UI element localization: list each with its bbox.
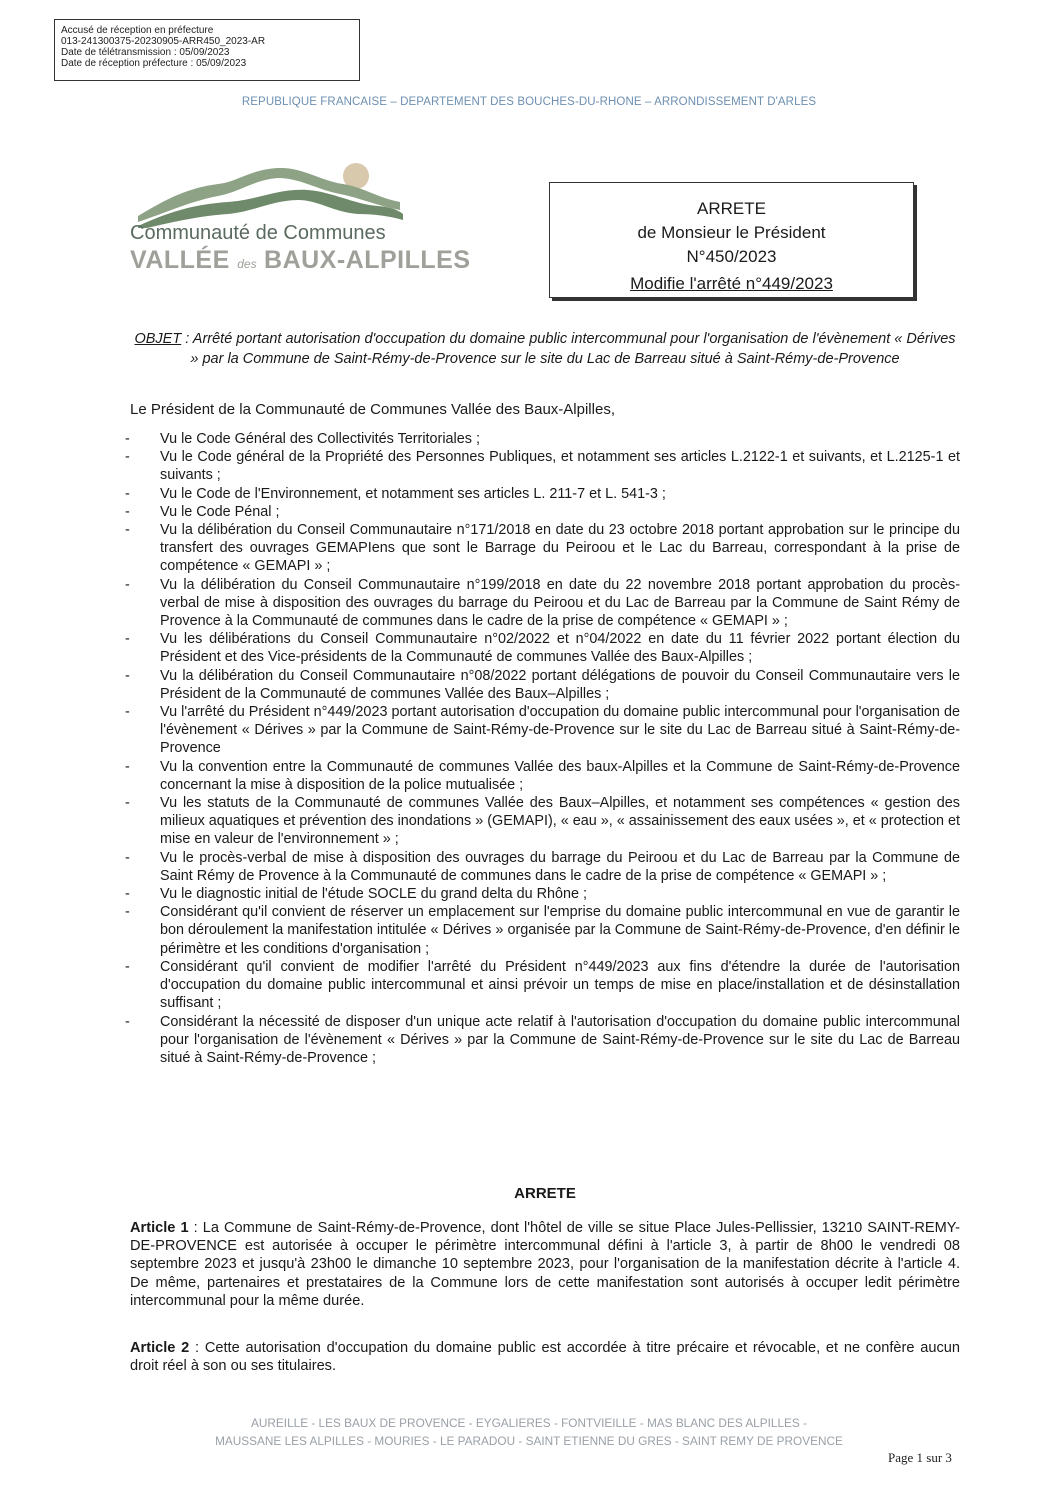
list-item: - Vu la délibération du Conseil Communautaire n°199/2018 en date du 22 novembre 2018 portant approbation du procès-verbal de mise à disposition des ouvrages du barrage du Peiroou et du Lac de Barreau par la Commune de Saint Rémy de Provence à la Communauté de communes dans le cadre de la prise de compétence « GEMAPI » ; <box>125 576 960 631</box>
list-item: - Vu le Code Pénal ; <box>125 503 960 521</box>
footer-line: AUREILLE - LES BAUX DE PROVENCE - EYGALIERES - FONTVIEILLE - MAS BLANC DES ALPILLES - <box>251 1416 807 1430</box>
header-line: REPUBLIQUE FRANCAISE – DEPARTEMENT DES BOUCHES-DU-RHONE – ARRONDISSEMENT D'ARLES <box>241 96 817 108</box>
receipt-line: Date de télétransmission : 05/09/2023 <box>61 47 230 58</box>
arrete-heading: ARRETE <box>514 1185 576 1202</box>
article-1-label: Article 1 <box>130 1220 189 1236</box>
article-1-text: : La Commune de Saint-Rémy-de-Provence, dont l'hôtel de ville se situe Place Jules-Pellissier, 13210 SAINT-REMY-DE-PROVENCE est autorisée à occuper le périmètre intercommunal défini à l'article 3, à partir de 8h00 le vendredi 08 septembre 2023 et jusqu'à 23h00 le dimanche 10 septembre 2023, pour l'organisation de la manifestation décrite à l'article 4. De même, partenaires et prestataires de la Commune lors de cette manifestation sont autorisés à occuper ledit périmètre intercommunal pour la même durée. <box>130 1220 961 1309</box>
receipt-line: 013-241300375-20230905-ARR450_2023-AR <box>61 36 266 47</box>
list-item: - Vu les statuts de la Communauté de communes Vallée des Baux–Alpilles, et notamment ses compétences « gestion des milieux aquatiques et prévention des inondations » (GEMAPI), « eau », « assainissement des eaux usées », et « protection et mise en valeur de l'environnement » ; <box>125 794 960 849</box>
logo-subtitle-a: VALLÉE <box>130 246 238 274</box>
list-item: - Considérant la nécessité de disposer d'un unique acte relatif à l'autorisation d'occupation du domaine public intercommunal pour l'organisation de l'évènement « Dérives » par la Commune de Saint-Rémy-de-Provence sur le site du Lac de Barreau situé à Saint-Rémy-de-Provence ; <box>125 1013 960 1068</box>
list-item: - Vu le Code de l'Environnement, et notamment ses articles L. 211-7 et L. 541-3 ; <box>125 485 960 503</box>
objet-text: : Arrêté portant autorisation d'occupation du domaine public intercommunal pour l'organisation de l'évènement « Dérives » par la Commune de Saint-Rémy-de-Provence sur le site du Lac de Barreau situé à Saint-Rémy-de-Provence <box>181 331 956 367</box>
article-2-label: Article 2 <box>130 1340 190 1356</box>
list-item: - Vu le Code général de la Propriété des Personnes Publiques, et notamment ses articles L.2122-1 et suivants, et L.2125-1 et suivants ; <box>125 448 960 484</box>
receipt-line: Date de réception préfecture : 05/09/2023 <box>61 58 247 69</box>
objet-label: OBJET <box>134 331 182 347</box>
footer-line: MAUSSANE LES ALPILLES - MOURIES - LE PARADOU - SAINT ETIENNE DU GRES - SAINT REMY DE PROVENCE <box>215 1434 843 1448</box>
list-item: - Vu la convention entre la Communauté de communes Vallée des baux-Alpilles et la Commune de Saint-Rémy-de-Provence concernant la mise à disposition de la police mutualisée ; <box>125 758 960 794</box>
footer-communes <box>0 1414 1058 1450</box>
list-item: - Vu le diagnostic initial de l'étude SOCLE du grand delta du Rhône ; <box>125 885 960 903</box>
logo-subtitle-b: BAUX-ALPILLES <box>256 246 471 274</box>
receipt-stamp <box>54 19 360 81</box>
list-item: - Vu la délibération du Conseil Communautaire n°171/2018 en date du 23 octobre 2018 portant approbation sur le principe du transfert des ouvrages GEMAPIens que sont le Barrage du Peiroou et le Lac du Barreau, correspondant à la prise de compétence « GEMAPI » ; <box>125 521 960 576</box>
title-number: N°450/2023 <box>686 247 777 266</box>
page-number: Page 1 sur 3 <box>888 1450 952 1465</box>
president-intro: Le Président de la Communauté de Communes Vallée des Baux-Alpilles, <box>130 401 615 418</box>
list-item: - Vu le procès-verbal de mise à disposition des ouvrages du barrage du Peiroou et du Lac de Barreau par la Commune de Saint Rémy de Provence à la Communauté de communes dans le cadre de la prise de compétence « GEMAPI » ; <box>125 849 960 885</box>
title-arrete: ARRETE <box>697 199 766 218</box>
article-1 <box>130 1219 960 1310</box>
logo-subtitle-small: des <box>237 257 257 271</box>
article-2-text: : Cette autorisation d'occupation du domaine public est accordée à titre précaire et révocable, et ne confère aucun droit réel à son ou ses titulaires. <box>130 1340 960 1375</box>
mountains-logo-icon <box>128 158 408 228</box>
list-item: - Considérant qu'il convient de réserver un emplacement sur l'emprise du domaine public intercommunal en vue de garantir le bon déroulement la manifestation intitulée « Dérives » organisée par la Commune de Saint-Rémy-de-Provence, d'en définir le périmètre et les conditions d'organisation ; <box>125 903 960 958</box>
logo-subtitle <box>130 246 471 275</box>
title-president: de Monsieur le Président <box>637 223 826 242</box>
logo-title: Communauté de Communes <box>130 222 386 244</box>
title-modifies: Modifie l'arrêté n°449/2023 <box>630 274 833 293</box>
considerations-list <box>125 430 960 1067</box>
list-item: - Vu les délibérations du Conseil Communautaire n°02/2022 et n°04/2022 en date du 11 février 2022 portant élection du Président et des Vice-présidents de la Communauté de communes Vallée des Baux-Alpilles ; <box>125 630 960 666</box>
list-item: - Vu l'arrêté du Président n°449/2023 portant autorisation d'occupation du domaine public intercommunal pour l'organisation de l'évènement « Dérives » par la Commune de Saint-Rémy-de-Provence sur le site du Lac de Barreau situé à Saint-Rémy-de-Provence <box>125 703 960 758</box>
logo <box>128 158 471 278</box>
list-item: - Vu le Code Général des Collectivités Territoriales ; <box>125 430 960 448</box>
objet-paragraph <box>130 329 960 369</box>
list-item: - Vu la délibération du Conseil Communautaire n°08/2022 portant délégations de pouvoir du Conseil Communautaire vers le Président de la Communauté de communes Vallée des Baux–Alpilles ; <box>125 667 960 703</box>
article-2 <box>130 1339 960 1375</box>
title-box <box>549 182 914 298</box>
list-item: - Considérant qu'il convient de modifier l'arrêté du Président n°449/2023 aux fins d'étendre la durée de l'autorisation d'occupation du domaine public intercommunal et ainsi prévoir un temps de mise en place/installation et de désinstallation suffisant ; <box>125 958 960 1013</box>
receipt-line: Accusé de réception en préfecture <box>61 25 214 36</box>
